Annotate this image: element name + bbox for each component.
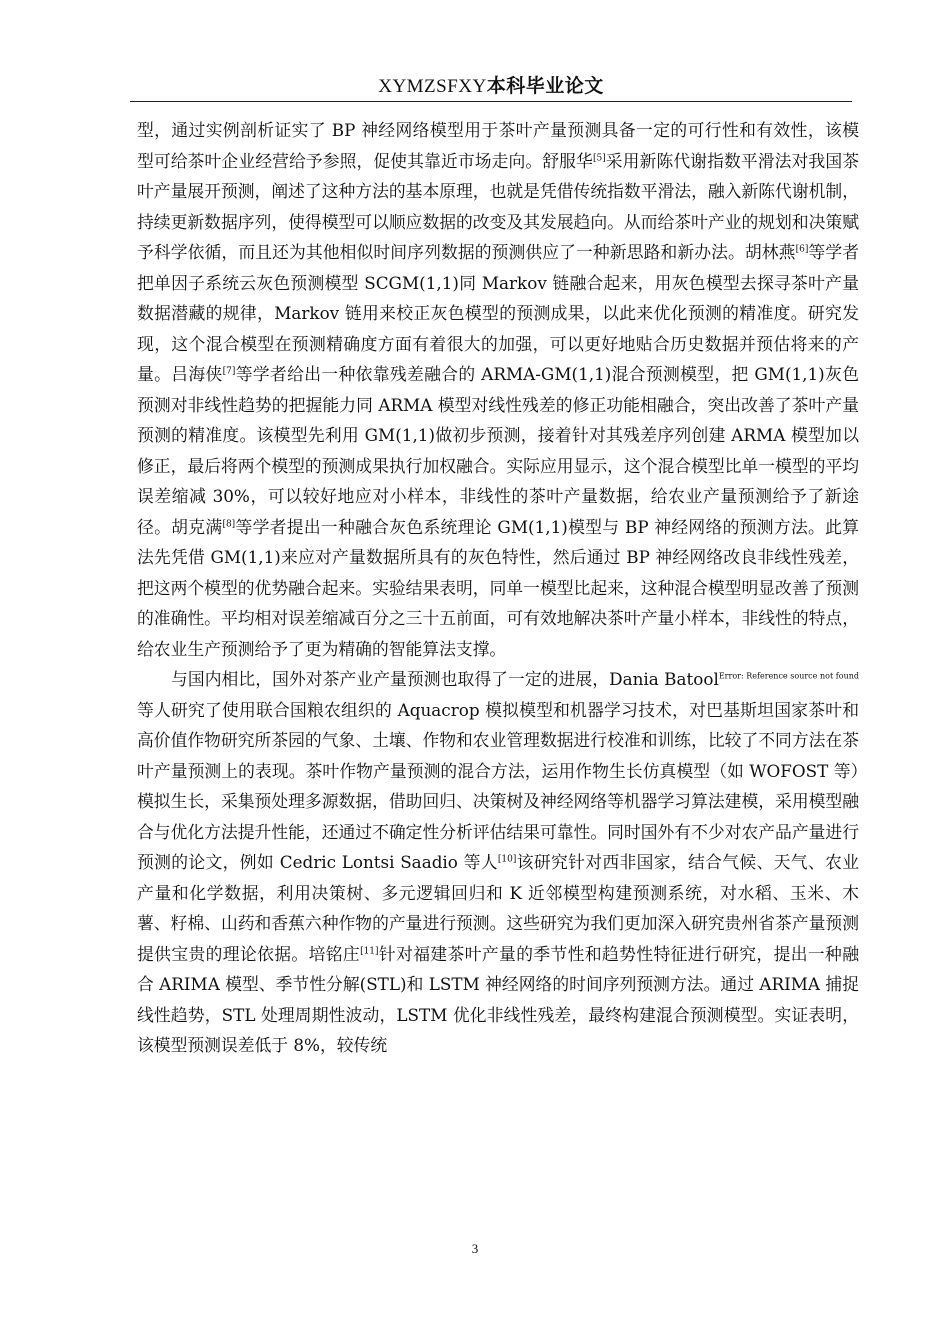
page-number: 3 (471, 1241, 479, 1256)
header-title: 本科毕业论文 (486, 75, 604, 97)
header-rule (130, 101, 852, 102)
text-run: 针对福建茶叶产量的季节性和趋势性特征进行研究，提出一种融合 ARIMA 模型、季节性分解(STL)和 LSTM 神经网络的时间序列预测方法。通过 ARIMA 捕捉线性趋势，STL 处理周期性波动，LSTM 优化非线性残差，最终构建混合预测模型。实证表明，该模型预测误差低于 8%，较传统 (137, 943, 859, 1055)
page-header (130, 72, 852, 101)
paragraph-foreign-research (137, 664, 859, 1061)
text-run: 等学者给出一种依靠残差融合的 ARMA-GM(1,1)混合预测模型，把 GM(1,1)灰色预测对非线性趋势的把握能力同 ARMA 模型对线性残差的修正功能相融合，突出改善了茶叶产量预测的精准度。该模型先利用 GM(1,1)做初步预测，接着针对其残差序列创建 ARMA 模型加以修正，最后将两个模型的预测成果执行加权融合。实际应用显示，这个混合模型比单一模型的平均误差缩减 30%，可以较好地应对小样本，非线性的茶叶产量数据，给农业产量预测给予了新途径。胡克满 (137, 364, 859, 537)
text-run: 等人研究了使用联合国粮农组织的 Aquacrop 模拟模型和机器学习技术，对巴基斯坦国家茶叶和高价值作物研究所茶园的气象、土壤、作物和农业管理数据进行校准和训练，比较了不同方法在茶叶产量预测上的表现。茶叶作物产量预测的混合方法，运用作物生长仿真模型（如 WOFOST 等）模拟生长，采集预处理多源数据，借助回归、决策树及神经网络等机器学习算法建模，采用模型融合与优化方法提升性能，还通过不确定性分析评估结果可靠性。同时国外有不少对农产品产量进行预测的论文，例如 Cedric Lontsi Saadio 等人 (137, 699, 859, 872)
citation-ref: [5] (592, 152, 606, 163)
text-run: 与国内相比，国外对茶产业产量预测也取得了一定的进展，Dania Batool (171, 669, 719, 689)
text-run: 型，通过实例剖析证实了 BP 神经网络模型用于茶叶产量预测具备一定的可行性和有效性，该模型可给茶叶企业经营给予参照，促使其靠近市场走向。舒服华 (137, 120, 859, 171)
header-school: XYMZSFXY (378, 76, 487, 97)
text-run: 采用新陈代谢指数平滑法对我国茶叶产量展开预测，阐述了这种方法的基本原理，也就是凭借传统指数平滑法，融入新陈代谢机制，持续更新数据序列，使得模型可以顺应数据的改变及其发展趋向。从而给茶叶产业的规划和决策赋予科学依循，而且还为其他相似时间序列数据的预测供应了一种新思路和新办法。胡林燕 (137, 150, 859, 262)
reference-error: Error: Reference source not found (718, 671, 859, 681)
text-run: 等学者提出一种融合灰色系统理论 GM(1,1)模型与 BP 神经网络的预测方法。此算法先凭借 GM(1,1)来应对产量数据所具有的灰色特性，然后通过 BP 神经网络改良非线性残差，把这两个模型的优势融合起来。实验结果表明，同单一模型比起来，这种混合模型明显改善了预测的准确性。平均相对误差缩减百分之三十五前面，可有效地解决茶叶产量小样本，非线性的特点，给农业生产预测给予了更为精确的智能算法支撑。 (137, 516, 859, 659)
citation-ref: [6] (795, 244, 809, 255)
citation-ref: [7] (222, 366, 236, 377)
paragraph-domestic-research (137, 115, 859, 664)
citation-ref: [10] (497, 854, 517, 865)
document-body (137, 115, 859, 1061)
text-run: 该研究针对西非国家，结合气候、天气、农业产量和化学数据，利用决策树、多元逻辑回归和 K 近邻模型构建预测系统，对水稻、玉米、木薯、籽棉、山药和香蕉六种作物的产量进行预测。这些研究为我们更加深入研究贵州省茶产量预测提供宝贵的理论依据。培铭庄 (137, 852, 859, 964)
citation-ref: [8] (222, 518, 236, 529)
citation-ref: [11] (360, 945, 379, 956)
text-run: 等学者把单因子系统云灰色预测模型 SCGM(1,1)同 Markov 链融合起来，用灰色模型去探寻茶叶产量数据潜藏的规律，Markov 链用来校正灰色模型的预测成果，以此来优化预测的精准度。研究发现，这个混合模型在预测精确度方面有着很大的加强，可以更好地贴合历史数据并预估将来的产量。吕海侠 (137, 242, 859, 384)
